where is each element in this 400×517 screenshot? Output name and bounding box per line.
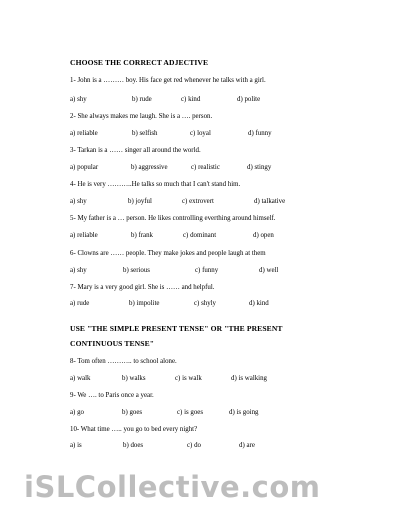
- q9-option-c: c) is goes: [177, 409, 204, 416]
- q3-option-d: d) stingy: [247, 164, 272, 171]
- q6-option-c: c) funny: [195, 267, 219, 274]
- question-9: 9- We …. to Paris once a year.: [70, 392, 154, 399]
- q10-option-a: a) is: [70, 442, 82, 449]
- q8-option-c: c) is walk: [175, 375, 202, 382]
- q1-option-b: b) rude: [132, 96, 152, 103]
- q4-option-c: c) extrovert: [182, 198, 214, 205]
- question-6: 6- Clowns are …… people. They make jokes and people laugh at them: [70, 250, 266, 257]
- q5-option-a: a) reliable: [70, 232, 98, 239]
- question-8: 8- Tom often ……….. to school alone.: [70, 358, 177, 365]
- q3-option-b: b) aggressive: [131, 164, 168, 171]
- question-10: 10- What time ….. you go to bed every night?: [70, 426, 198, 433]
- section1-title: CHOOSE THE CORRECT ADJECTIVE: [70, 58, 209, 67]
- q4-option-d: d) talkative: [254, 198, 286, 205]
- q6-option-a: a) shy: [70, 267, 87, 274]
- q7-option-d: d) kind: [249, 300, 269, 307]
- question-5: 5- My father is a … person. He likes controlling everthing around himself.: [70, 215, 276, 222]
- q2-option-b: b) selfish: [132, 130, 158, 137]
- watermark-logo: iSLCollective.com: [24, 470, 321, 504]
- q9-option-d: d) is going: [229, 409, 259, 416]
- question-4: 4- He is very ………..He talks so much that I can't stand him.: [70, 181, 241, 188]
- q7-option-b: b) impolite: [129, 300, 160, 307]
- q10-option-c: c) do: [187, 442, 201, 449]
- q6-option-d: d) well: [259, 267, 279, 274]
- q5-option-c: c) dominant: [183, 232, 217, 239]
- q7-option-c: c) shyly: [194, 300, 217, 307]
- question-1: 1- John is a ……… boy. His face get red whenever he talks with a girl.: [70, 77, 266, 84]
- q7-option-a: a) rude: [70, 300, 90, 307]
- q3-option-c: c) realistic: [191, 164, 220, 171]
- section2-title-line2: CONTINUOUS TENSE": [70, 339, 155, 348]
- q3-option-a: a) popular: [70, 164, 99, 171]
- q2-option-d: d) funny: [248, 130, 272, 137]
- q8-option-b: b) walks: [122, 375, 146, 382]
- q1-option-c: c) kind: [181, 96, 201, 103]
- q10-option-b: b) does: [123, 442, 144, 449]
- q1-option-a: a) shy: [70, 96, 87, 103]
- q5-option-b: b) frank: [131, 232, 154, 239]
- question-2: 2- She always makes me laugh. She is a …. person.: [70, 113, 213, 120]
- q2-option-a: a) reliable: [70, 130, 98, 137]
- q8-option-d: d) is walking: [231, 375, 267, 382]
- question-3: 3- Tarkan is a …… singer all around the world.: [70, 147, 201, 154]
- q10-option-d: d) are: [239, 442, 255, 449]
- q8-option-a: a) walk: [70, 375, 91, 382]
- question-7: 7- Mary is a very good girl. She is …… and helpful.: [70, 284, 215, 291]
- q4-option-b: b) joyful: [128, 198, 152, 205]
- q4-option-a: a) shy: [70, 198, 87, 205]
- q1-option-d: d) polite: [237, 96, 261, 103]
- q2-option-c: c) loyal: [190, 130, 211, 137]
- q9-option-a: a) go: [70, 409, 84, 416]
- q9-option-b: b) goes: [122, 409, 143, 416]
- section2-title-line1: USE "THE SIMPLE PRESENT TENSE" OR "THE PRESENT: [70, 324, 283, 333]
- q5-option-d: d) open: [253, 232, 274, 239]
- q6-option-b: b) serious: [123, 267, 150, 274]
